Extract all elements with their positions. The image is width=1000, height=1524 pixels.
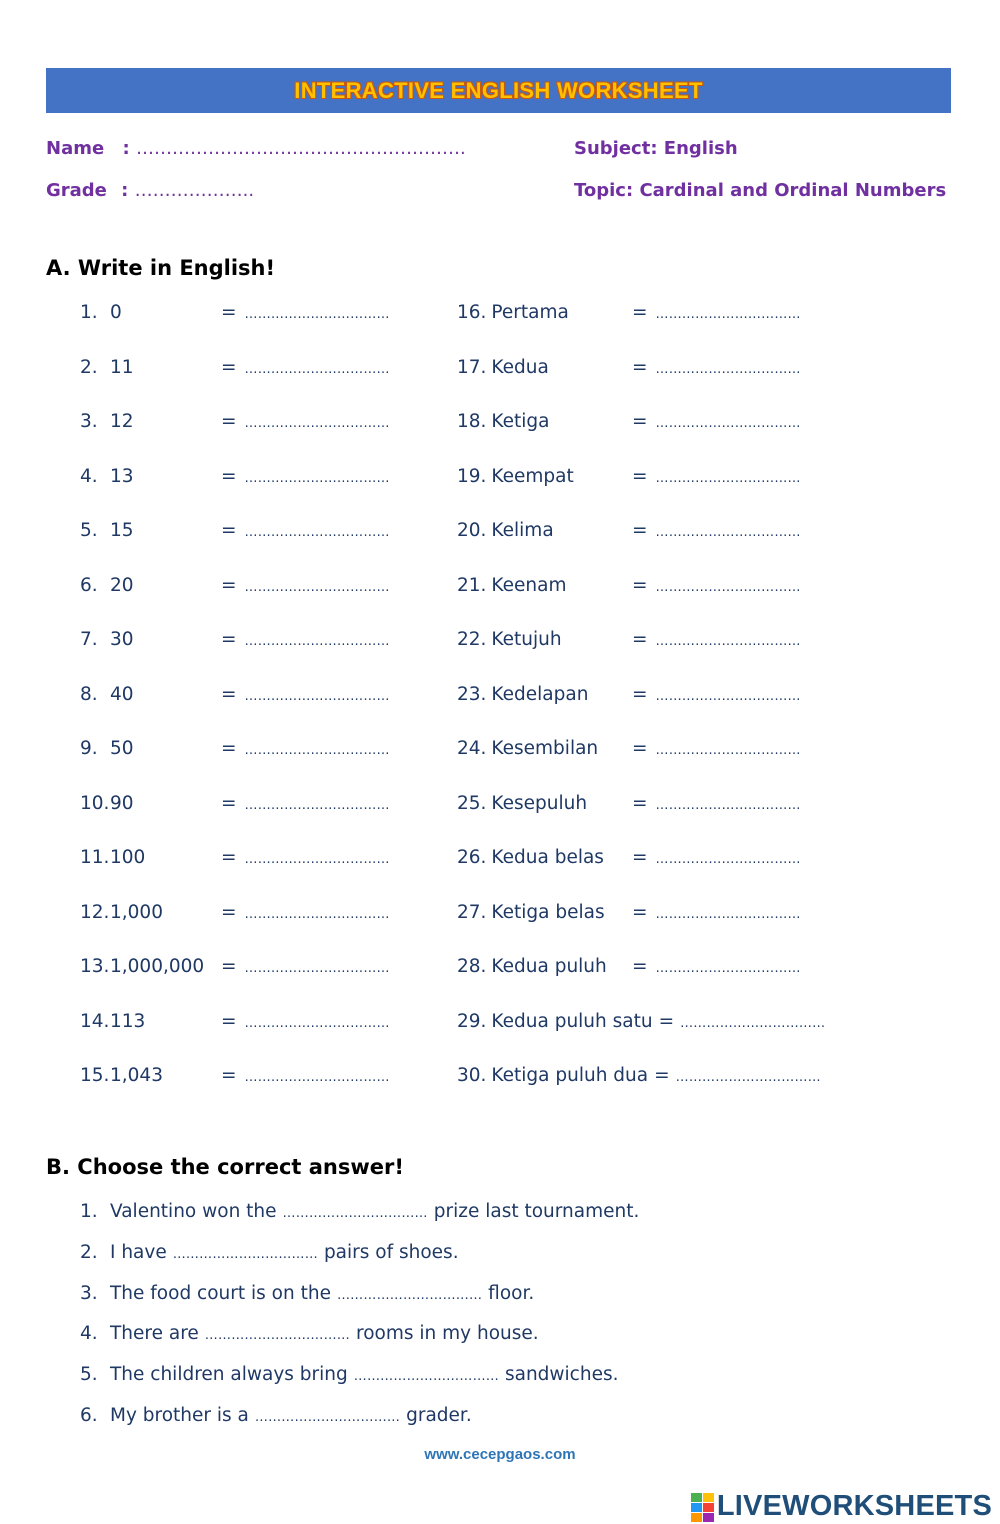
subject-label: Subject: English [574,138,738,159]
answer-blank-left[interactable] [221,357,390,378]
question-term: 12 [110,411,134,432]
answer-blank-right[interactable] [632,629,801,650]
question-term: Keenam [491,574,567,596]
question-term: Kelima [491,520,554,541]
question-term: 1,043 [110,1065,163,1086]
answer-dots[interactable]: …………………………… [655,688,801,704]
question-term: 90 [110,792,134,814]
answer-blank-right[interactable] [632,466,801,487]
answer-dots[interactable]: …………………………… [244,579,390,595]
equals-sign: = [221,465,237,487]
liveworksheets-logo [691,1490,992,1523]
question-term: Kedua puluh [491,956,607,977]
question-term: Kesepuluh [491,792,588,814]
question-number: 29. [457,1010,487,1032]
answer-dots[interactable]: …………………………… [655,906,801,922]
question-right[interactable] [457,1011,825,1032]
answer-blank-left[interactable] [221,466,390,487]
question-number: 1. [80,302,98,323]
equals-sign: = [221,847,237,868]
sentence-number: 1. [80,1201,98,1222]
equals-sign: = [221,520,237,541]
equals-sign: = [221,792,237,814]
question-left [80,466,134,487]
answer-blank-left[interactable] [221,629,390,650]
question-term: 13 [110,465,134,487]
question-right [457,847,604,868]
question-term: Ketiga belas [491,901,605,923]
question-number: 18. [457,411,487,432]
question-number: 23. [457,683,487,705]
question-number: 12. [80,901,110,923]
question-term: 100 [110,847,146,868]
section-a-title: A. Write in English! [46,256,276,280]
equals-sign: = [632,901,648,923]
name-label: Name [46,138,105,159]
question-left [80,1065,163,1086]
question-number: 6. [80,574,98,596]
question-number: 14. [80,1010,110,1032]
sentence-after: pairs of shoes. [323,1241,459,1263]
equals-sign: = [632,465,648,487]
answer-dots[interactable]: …………………………… [244,525,390,540]
question-right [457,357,549,378]
question-number: 10. [80,792,110,814]
question-term: Kesembilan [491,738,599,759]
answer-blank-left[interactable] [221,1065,390,1086]
sentence-item [80,1242,459,1263]
sentence-item [80,1405,472,1426]
answer-dots[interactable]: …………………………… [244,852,390,867]
question-term: 50 [110,738,134,759]
question-term: Kedua puluh satu [491,1010,653,1032]
liveworksheets-logo-icon [691,1493,713,1521]
question-left [80,520,134,541]
answer-dots[interactable]: …………………………… [254,1410,401,1425]
question-number: 20. [457,520,487,541]
sentence-item [80,1364,618,1385]
question-term: Pertama [491,302,569,323]
question-term: Kedua belas [491,847,604,868]
question-number: 21. [457,574,487,596]
answer-dots[interactable]: …………………………… [655,416,801,431]
question-term: 20 [110,574,134,596]
sentence-number: 5. [80,1364,98,1386]
equals-sign: = [221,1065,237,1086]
sentence-before: My brother is a [110,1405,249,1426]
question-left [80,302,122,323]
sentence-item [80,1323,539,1344]
answer-dots[interactable]: …………………………… [655,307,801,322]
equals-sign: = [632,738,648,759]
equals-sign: = [221,956,237,977]
question-right [457,629,562,650]
sentence-number: 6. [80,1405,98,1426]
answer-dots[interactable]: …………………………… [655,579,801,595]
question-term: 40 [110,683,134,705]
equals-sign: = [632,574,648,596]
answer-blank-left[interactable] [221,793,390,814]
answer-dots[interactable]: …………………………… [655,852,801,867]
answer-dots[interactable]: …………………………… [244,743,390,758]
equals-sign: = [221,738,237,759]
name-dots[interactable]: ………………………………………………. [135,138,466,159]
equals-sign: = [221,411,237,432]
answer-dots[interactable]: …………………………… [282,1206,428,1221]
question-term: 1,000,000 [110,956,205,977]
answer-blank-right[interactable] [632,902,801,923]
answer-blank-left[interactable] [221,847,390,868]
equals-sign: = [221,901,237,923]
question-number: 9. [80,738,98,759]
question-right [457,575,566,596]
question-left [80,956,204,977]
question-number: 2. [80,356,98,378]
question-left [80,357,134,378]
sentence-before: Valentino won the [110,1201,277,1222]
question-term: 15 [110,520,134,541]
answer-blank-right[interactable] [632,738,801,759]
name-field[interactable] [46,138,466,159]
sentence-number: 2. [80,1241,98,1263]
question-left [80,575,134,596]
answer-dots[interactable]: …………………………… [675,1070,821,1085]
answer-dots[interactable]: …………………………… [336,1287,483,1303]
title-banner [46,68,951,113]
equals-sign: = [632,302,648,323]
answer-dots[interactable]: …………………………… [655,961,801,976]
question-number: 24. [457,738,487,759]
question-number: 19. [457,465,487,487]
question-number: 4. [80,465,98,487]
question-number: 26. [457,847,487,868]
answer-blank-right[interactable] [632,357,801,378]
answer-dots[interactable]: …………………………… [655,743,801,758]
sentence-before: The food court is on the [110,1282,331,1304]
sentence-number: 3. [80,1282,98,1304]
question-number: 17. [457,356,487,378]
answer-blank-left[interactable] [221,738,390,759]
equals-sign: = [632,847,648,868]
sentence-before: The children always bring [110,1364,348,1386]
question-left [80,902,163,923]
equals-sign: = [221,356,237,378]
answer-blank-right[interactable] [632,520,801,541]
answer-dots[interactable]: …………………………… [353,1369,499,1385]
answer-dots[interactable]: …………………………… [244,634,390,649]
question-right [457,466,574,487]
answer-dots[interactable]: …………………………… [655,525,801,540]
question-left [80,411,134,432]
answer-blank-right[interactable] [632,411,801,432]
answer-dots[interactable]: …………………………… [680,1015,826,1031]
answer-dots[interactable]: …………………………… [172,1246,318,1262]
section-b-title: B. Choose the correct answer! [46,1155,404,1179]
question-number: 27. [457,901,487,923]
name-sep: : [122,138,130,159]
sentence-before: I have [110,1241,167,1263]
answer-dots[interactable]: …………………………… [244,361,390,377]
answer-blank-left[interactable] [221,302,390,323]
topic-label: Topic: Cardinal and Ordinal Numbers [574,180,947,201]
question-number: 3. [80,411,98,432]
question-left [80,684,134,705]
question-number: 30. [457,1065,487,1086]
question-term: 0 [110,302,122,323]
question-left [80,738,134,759]
question-right[interactable] [457,1065,821,1086]
answer-dots[interactable]: …………………………… [244,797,390,813]
question-term: Ketujuh [491,629,562,650]
answer-blank-right[interactable] [632,847,801,868]
answer-dots[interactable]: …………………………… [244,906,390,922]
sentence-number: 4. [80,1323,98,1345]
answer-dots[interactable]: …………………………… [244,416,390,431]
equals-sign: = [632,356,648,378]
sentence-after: floor. [488,1282,535,1304]
question-term: 113 [110,1010,146,1032]
answer-blank-left[interactable] [221,902,390,923]
question-right [457,411,550,432]
answer-blank-left[interactable] [221,956,390,977]
question-term: Keempat [491,465,574,487]
question-term: 1,000 [110,901,163,923]
grade-label: Grade [46,180,107,201]
answer-dots[interactable]: …………………………… [204,1328,350,1344]
equals-sign: = [658,1010,675,1032]
answer-blank-right[interactable] [632,684,801,705]
question-right [457,902,605,923]
question-number: 8. [80,683,98,705]
grade-sep: : [121,180,129,201]
answer-dots[interactable]: …………………………… [244,470,390,486]
answer-blank-left[interactable] [221,575,390,596]
question-left [80,847,145,868]
question-right [457,793,587,814]
answer-blank-left[interactable] [221,520,390,541]
question-right [457,738,598,759]
answer-blank-right[interactable] [632,793,801,814]
answer-dots[interactable]: …………………………… [655,470,801,486]
equals-sign: = [221,1010,237,1032]
sentence-before: There are [110,1323,199,1345]
equals-sign: = [221,302,237,323]
question-term: Kedelapan [491,683,589,705]
sentence-item [80,1283,534,1304]
equals-sign: = [221,683,237,705]
question-number: 25. [457,792,487,814]
answer-blank-right[interactable] [632,302,801,323]
question-number: 11. [80,847,110,868]
equals-sign: = [632,411,648,432]
answer-blank-left[interactable] [221,1011,390,1032]
question-left [80,1011,145,1032]
question-left [80,793,134,814]
question-number: 15. [80,1065,110,1086]
equals-sign: = [632,683,648,705]
question-number: 13. [80,956,110,977]
question-number: 5. [80,520,98,541]
question-number: 16. [457,302,487,323]
question-number: 22. [457,629,487,650]
question-term: Ketiga [491,411,550,432]
answer-dots[interactable]: …………………………… [244,688,390,704]
answer-blank-left[interactable] [221,411,390,432]
answer-dots[interactable]: …………………………… [655,634,801,649]
equals-sign: = [654,1065,670,1086]
question-term: Kedua [491,356,549,378]
sentence-item [80,1201,639,1222]
worksheet-title: INTERACTIVE ENGLISH WORKSHEET [294,77,703,103]
question-term: Ketiga puluh dua [491,1065,649,1086]
equals-sign: = [221,574,237,596]
liveworksheets-brand: LIVEWORKSHEETS [716,1490,992,1522]
answer-dots[interactable]: …………………………… [244,1070,390,1085]
answer-dots[interactable]: …………………………… [244,307,390,322]
grade-field[interactable] [46,180,254,201]
question-right [457,520,554,541]
question-number: 7. [80,629,98,650]
sentence-after: rooms in my house. [356,1323,539,1345]
equals-sign: = [632,520,648,541]
answer-dots[interactable]: …………………………… [655,797,801,813]
question-right [457,302,569,323]
question-term: 11 [110,356,134,378]
equals-sign: = [221,629,237,650]
answer-dots[interactable]: …………………………… [655,361,801,377]
sentence-after: sandwiches. [504,1364,619,1386]
answer-blank-left[interactable] [221,684,390,705]
equals-sign: = [632,629,648,650]
answer-blank-right[interactable] [632,575,801,596]
question-right [457,956,607,977]
question-term: 30 [110,629,134,650]
grade-dots[interactable]: ……………….. [134,180,255,201]
question-right [457,684,588,705]
footer-url[interactable]: www.cecepgaos.com [424,1446,576,1463]
answer-dots[interactable]: …………………………… [244,1015,390,1031]
answer-blank-right[interactable] [632,956,801,977]
question-left [80,629,134,650]
answer-dots[interactable]: …………………………… [244,961,390,976]
equals-sign: = [632,792,648,814]
question-number: 28. [457,956,487,977]
equals-sign: = [632,956,648,977]
sentence-after: grader. [406,1405,472,1426]
sentence-after: prize last tournament. [433,1201,640,1222]
